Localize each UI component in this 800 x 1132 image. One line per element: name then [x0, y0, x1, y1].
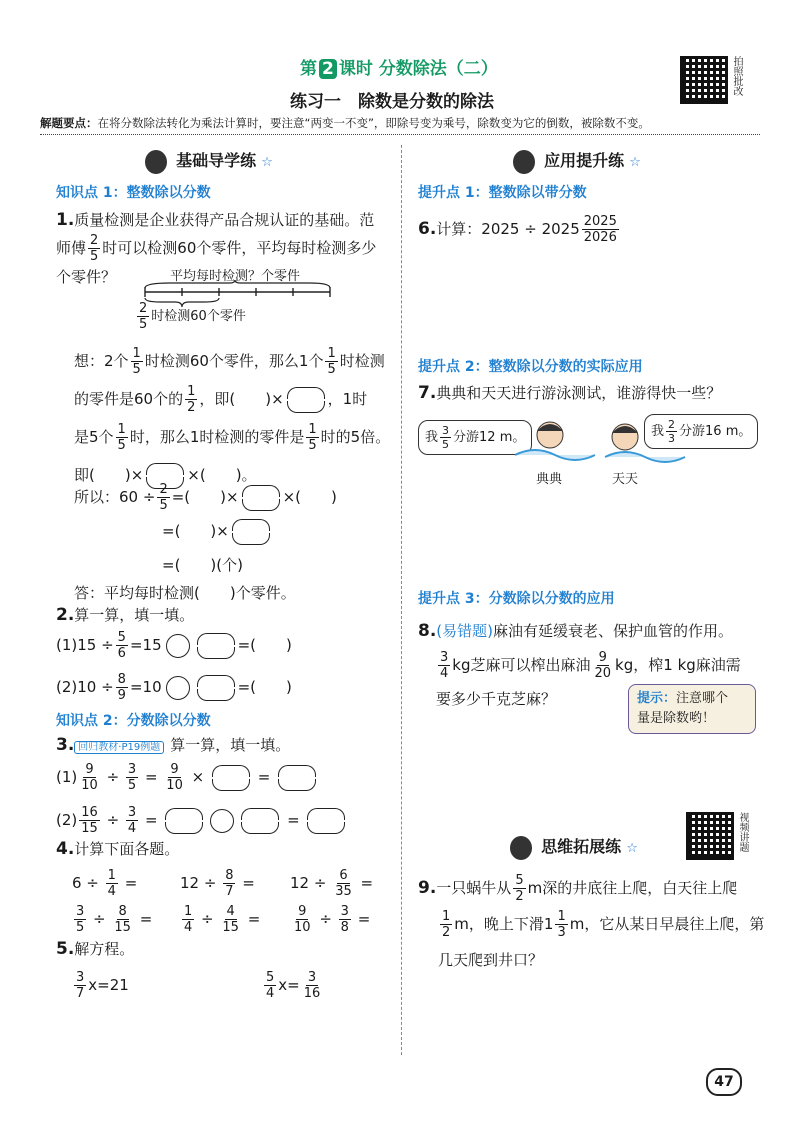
q1-number: 1. — [56, 210, 75, 230]
q9-line3: 几天爬到井口？ — [438, 951, 544, 969]
q9-line2b: m，它从某日早晨往上爬，第 — [569, 915, 765, 933]
key-points-label: 解题要点： — [40, 116, 98, 130]
q1-line2a: 师傅 — [56, 239, 87, 257]
student-mascot-icon — [145, 150, 167, 174]
q7-bubble-tiantian: 我 $\frac{2}{3}$ 分游16 m。 — [644, 414, 758, 449]
q2b-blank-fraction[interactable] — [197, 675, 235, 701]
q1-think1b: 时检测60个零件，那么1个 — [144, 352, 324, 370]
q9-number: 9. — [418, 878, 437, 898]
q7-bubble-diandian: 我 $\frac{3}{5}$ 分游12 m。 — [418, 420, 532, 455]
q1-frac-den: 5 — [90, 249, 99, 264]
q6-frac-den: 2026 — [583, 230, 617, 245]
q5-title: 解方程。 — [74, 940, 135, 958]
q5-number: 5. — [56, 939, 75, 959]
name-tiantian: 天天 — [612, 472, 639, 487]
improve-point-3: 提升点 3：分数除以分数的应用 — [418, 591, 615, 607]
q9-line1b: m深的井底往上爬，白天往上爬 — [527, 879, 738, 897]
q1-diagram-bottom-label: 时检测60个零件 — [151, 309, 246, 324]
q2a-label: (1)15 ÷ — [56, 636, 114, 654]
q2b-mid: =10 — [129, 678, 162, 696]
q2b-operator-blank[interactable] — [166, 676, 190, 700]
q1-frac-num: 2 — [90, 233, 99, 248]
q1-think4a: 即( )× — [74, 466, 144, 484]
q1-so1c: ×( ) — [282, 488, 337, 506]
q2b-end: =( ) — [237, 678, 292, 696]
q1-so1a: 所以：60 ÷ — [74, 488, 156, 506]
improve-point-1: 提升点 1：整数除以带分数 — [418, 185, 587, 201]
q3b-operator-blank[interactable] — [210, 809, 234, 833]
q1-blank-fraction-4[interactable] — [232, 519, 270, 545]
q1-think3b: 时，那么1时检测的零件是 — [129, 428, 305, 446]
q3b-blank-3[interactable] — [307, 808, 345, 834]
q1-line1: 质量检测是企业获得产品合规认证的基础。范 — [74, 211, 375, 229]
qr-code-video-icon — [686, 812, 734, 860]
q2b-label: (2)10 ÷ — [56, 678, 114, 696]
column-divider — [401, 145, 402, 1055]
q1-think1c: 时检测 — [339, 352, 385, 370]
key-points-text: 在将分数除法转化为乘法计算时，要注意“两变一不变”，即除号变为乘号，除数变为它的倒数，被除数不变。 — [97, 116, 650, 130]
q3a-blank-1[interactable] — [212, 765, 250, 791]
q8-number: 8. — [418, 621, 437, 641]
q8-line2b: kg，榨1 kg麻油需 — [615, 656, 741, 674]
q1-so2a: =( )× — [162, 522, 229, 540]
section-think-title: 思维拓展练 — [541, 837, 622, 856]
knowledge-point-1: 知识点 1：整数除以分数 — [56, 185, 211, 201]
q8-tag: (易错题) — [436, 622, 494, 640]
improve-point-2: 提升点 2：整数除以分数的实际应用 — [418, 359, 643, 375]
page-number: 47 — [706, 1068, 742, 1096]
star-icon: ☆ — [261, 155, 273, 170]
q1-diagram-top-label: 平均每时检测？个零件 — [170, 269, 301, 284]
q2a-operator-blank[interactable] — [166, 634, 190, 658]
q7-text: 典典和天天进行游泳测试，谁游得快一些？ — [436, 384, 722, 402]
q8-line3: 要多少千克芝麻？ — [436, 690, 557, 708]
q1-think2b: ，即( )× — [199, 390, 284, 408]
q3-title: 算一算，填一填。 — [170, 736, 291, 754]
q3-tag: 回归教材·P19例题 — [74, 741, 164, 754]
q1-blank-fraction[interactable] — [287, 387, 325, 413]
q9-line1a: 一只蜗牛从 — [436, 879, 512, 897]
lesson-prefix: 第 — [300, 59, 317, 79]
q1-think3a: 是5个 — [74, 428, 114, 446]
knowledge-point-2: 知识点 2：分数除以分数 — [56, 713, 211, 729]
q6-number: 6. — [418, 219, 437, 239]
q6-frac-num: 2025 — [583, 214, 617, 229]
q1-so1b: =( )× — [171, 488, 239, 506]
star-icon-3: ☆ — [626, 841, 638, 856]
q1-think1a: 想：2个 — [74, 352, 129, 370]
q8-line2a: kg芝麻可以榨出麻油 — [452, 656, 591, 674]
q2a-blank-fraction[interactable] — [197, 633, 235, 659]
q3-number: 3. — [56, 735, 75, 755]
video-label: 视频讲题 — [737, 812, 748, 852]
q1-blank-fraction-3[interactable] — [242, 485, 280, 511]
q1-line2b: 时可以检测60个零件，平均每时检测多少 — [102, 239, 377, 257]
reading-mascot-icon — [510, 836, 532, 860]
q1-think3c: 时的5倍。 — [320, 428, 391, 446]
q1-answer: 答：平均每时检测( )个零件。 — [74, 584, 296, 602]
name-diandian: 典典 — [536, 472, 563, 487]
q1-so3: =( )(个) — [162, 556, 243, 574]
q4-title: 计算下面各题。 — [74, 840, 180, 858]
q5-eq2: x= — [278, 976, 300, 994]
q8-hint-box: 提示：注意哪个 量是除数哟！ — [628, 684, 756, 734]
q5-eq1: x=21 — [88, 976, 129, 994]
q9-line2a: m，晚上下滑1 — [454, 915, 554, 933]
lesson-title: 课时 分数除法（二） — [338, 59, 498, 79]
qr-code-icon — [680, 56, 728, 104]
q2-number: 2. — [56, 605, 75, 625]
q2a-end: =( ) — [237, 636, 292, 654]
star-icon-2: ☆ — [629, 155, 641, 170]
q3b-blank-1[interactable] — [165, 808, 203, 834]
swimmers-illustration — [515, 415, 695, 465]
exercise-title: 练习一 除数是分数的除法 — [290, 92, 494, 112]
q3b-label: (2) — [56, 811, 78, 829]
q1-think2a: 的零件是60个的 — [74, 390, 184, 408]
q3a-blank-2[interactable] — [278, 765, 316, 791]
q2a-mid: =15 — [129, 636, 162, 654]
q3a-label: (1) — [56, 768, 78, 786]
section-apply-title: 应用提升练 — [544, 151, 625, 170]
q1-think2c: ，1时 — [327, 390, 368, 408]
q4-number: 4. — [56, 839, 75, 859]
q7-number: 7. — [418, 383, 437, 403]
q2-title: 算一算，填一填。 — [74, 606, 195, 624]
q3b-blank-2[interactable] — [241, 808, 279, 834]
student-mascot-icon-2 — [513, 150, 535, 174]
q1-line3: 个零件？ — [56, 268, 117, 286]
section-basic-title: 基础导学练 — [176, 151, 257, 170]
lesson-number-badge: 2 — [319, 59, 337, 79]
q1-think4b: ×( )。 — [187, 466, 257, 484]
q8-line1: 麻油有延缓衰老、保护血管的作用。 — [493, 622, 734, 640]
q6-text: 计算：2025 ÷ 2025 — [436, 220, 580, 238]
qr-label: 拍照批改 — [731, 56, 742, 96]
